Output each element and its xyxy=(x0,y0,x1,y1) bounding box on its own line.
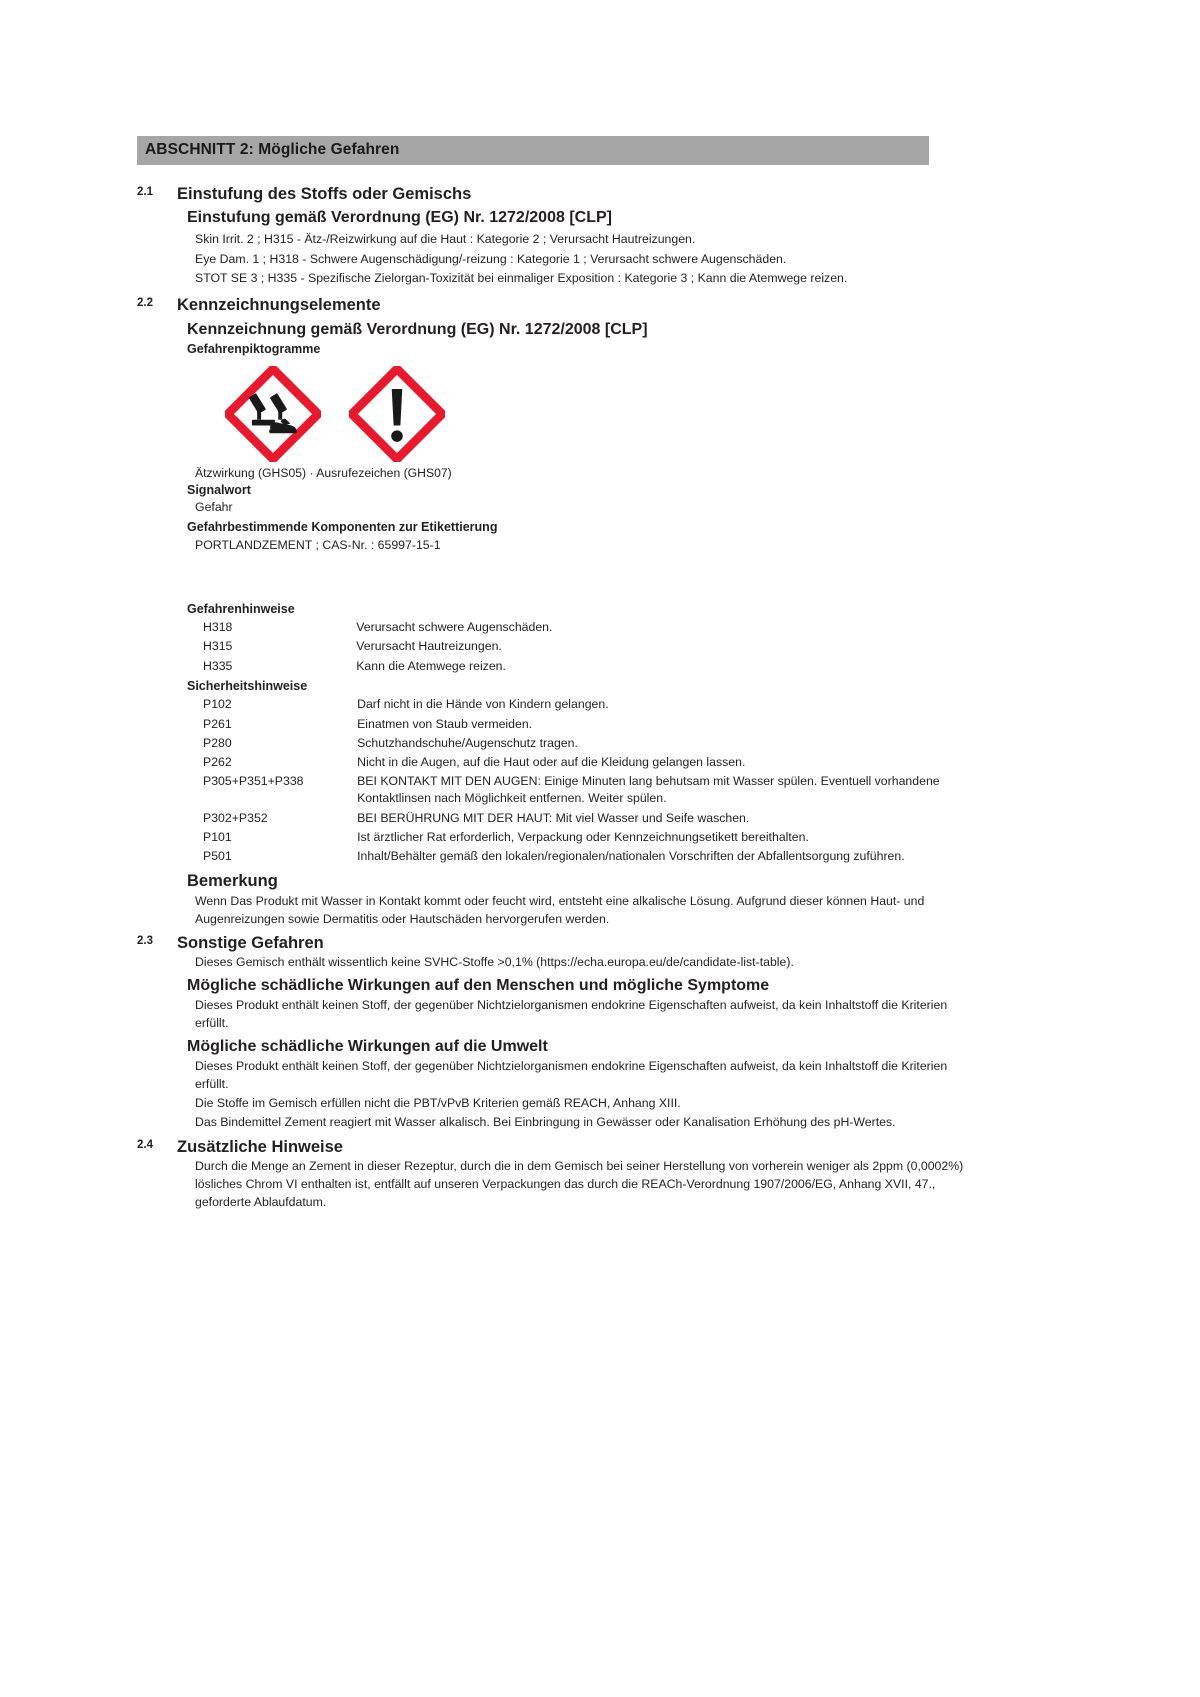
subsection-2-1 xyxy=(137,185,945,289)
additional-notes-text: Durch die Menge an Zement in dieser Rezeptur, durch die in dem Gemisch bei seiner Herstellung von vorherein weniger als 2ppm (0,0002%) lösliches Chrom VI enthalten ist, entfällt auf unseren Verpackungen das durch die REACh-Verordnung 1907/2006/EG, Anhang XVII, 47., geforderte Ablaufdatum. xyxy=(195,1159,964,1209)
hazard-statements-table xyxy=(203,618,973,676)
table-row xyxy=(203,847,973,866)
classification-line: STOT SE 3 ; H335 - Spezifische Zielorgan-Toxizität bei einmaliger Exposition : Kategorie 3 ; Kann die Atemwege reizen. xyxy=(195,271,848,286)
signal-word-label: Signalwort xyxy=(187,482,251,497)
precaution-text: Nicht in die Augen, auf die Haut oder auf die Kleidung gelangen lassen. xyxy=(357,755,746,770)
table-row xyxy=(203,828,973,847)
classification-regulation-heading: Einstufung gemäß Verordnung (EG) Nr. 1272/2008 [CLP] xyxy=(187,209,612,227)
table-row xyxy=(203,734,973,753)
remark-heading: Bemerkung xyxy=(187,872,278,891)
table-row xyxy=(203,772,973,808)
hazard-statements-label: Gefahrenhinweise xyxy=(187,601,295,616)
precaution-code: P280 xyxy=(203,735,232,750)
subsection-2-3 xyxy=(137,933,948,1132)
precaution-code: P302+P352 xyxy=(203,810,268,825)
ghs05-corrosion-icon xyxy=(225,366,321,462)
precaution-text: Schutzhandschuhe/Augenschutz tragen. xyxy=(357,735,578,750)
ghs07-exclamation-icon xyxy=(349,366,445,462)
pictogram-row xyxy=(225,366,945,462)
table-row xyxy=(203,637,973,656)
hazard-text: Verursacht Hautreizungen. xyxy=(356,639,502,654)
classification-line: Eye Dam. 1 ; H318 - Schwere Augenschädigung/-reizung : Kategorie 1 ; Verursacht schwere Augenschäden. xyxy=(195,251,787,266)
precautionary-statements-label: Sicherheitshinweise xyxy=(187,678,308,693)
labelling-regulation-heading: Kennzeichnung gemäß Verordnung (EG) Nr. 1272/2008 [CLP] xyxy=(187,320,648,338)
cement-alkaline-text: Das Bindemittel Zement reagiert mit Wasser alkalisch. Bei Einbringung in Gewässer oder Kanalisation Erhöhung des pH-Wertes. xyxy=(195,1114,896,1129)
subsection-2-2-number: 2.2 xyxy=(137,297,153,310)
precaution-text: Darf nicht in die Hände von Kindern gelangen. xyxy=(357,697,609,712)
precaution-code: P501 xyxy=(203,849,232,864)
hazardous-components-value: PORTLANDZEMENT ; CAS-Nr. : 65997-15-1 xyxy=(195,537,441,552)
spacer xyxy=(177,555,945,599)
subsection-2-4 xyxy=(137,1137,964,1212)
human-effects-heading: Mögliche schädliche Wirkungen auf den Menschen und mögliche Symptome xyxy=(187,977,770,995)
human-effects-text: Dieses Produkt enthält keinen Stoff, der gegenüber Nichtzielorganismen endokrine Eigenschaften aufweist, da kein Inhaltstoff die Kriterien erfüllt. xyxy=(195,998,948,1031)
precaution-code: P261 xyxy=(203,716,232,731)
pictogram-caption: Ätzwirkung (GHS05) · Ausrufezeichen (GHS07) xyxy=(195,465,452,480)
subsection-2-4-title: Zusätzliche Hinweise xyxy=(177,1137,343,1156)
signal-word-value: Gefahr xyxy=(195,500,233,515)
svhc-text: Dieses Gemisch enthält wissentlich keine SVHC-Stoffe >0,1% (https://echa.europa.eu/de/candidate-list-table). xyxy=(195,955,794,970)
table-row xyxy=(203,618,973,637)
precaution-code: P101 xyxy=(203,829,232,844)
precaution-text: Ist ärztlicher Rat erforderlich, Verpackung oder Kennzeichnungsetikett bereithalten. xyxy=(357,829,809,844)
precaution-text: BEI KONTAKT MIT DEN AUGEN: Einige Minuten lang behutsam mit Wasser spülen. Eventuell vorhandene Kontaktlinsen nach Möglichkeit entfernen. Weiter spülen. xyxy=(357,774,940,806)
table-row xyxy=(203,809,973,828)
environment-effects-heading: Mögliche schädliche Wirkungen auf die Umwelt xyxy=(187,1038,548,1056)
subsection-2-4-number: 2.4 xyxy=(137,1138,153,1151)
hazard-code: H335 xyxy=(203,658,233,673)
subsection-2-2 xyxy=(137,296,945,929)
remark-text: Wenn Das Produkt mit Wasser in Kontakt kommt oder feucht wird, entsteht eine alkalische Lösung. Aufgrund dieser können Haut- und Augenreizungen sowie Dermatitis oder Hautschäden hervorgerufen werden. xyxy=(195,894,925,927)
pictograms-label: Gefahrenpiktogramme xyxy=(187,342,321,357)
environment-effects-text: Dieses Produkt enthält keinen Stoff, der gegenüber Nichtzielorganismen endokrine Eigenschaften aufweist, da kein Inhaltstoff die Kriterien erfüllt. xyxy=(195,1059,948,1092)
hazard-text: Kann die Atemwege reizen. xyxy=(356,658,506,673)
table-row xyxy=(203,753,973,772)
table-row xyxy=(203,695,973,714)
classification-line: Skin Irrit. 2 ; H315 - Ätz-/Reizwirkung auf die Haut : Kategorie 2 ; Verursacht Hautreizungen. xyxy=(195,231,696,246)
precaution-text: Inhalt/Behälter gemäß den lokalen/regionalen/nationalen Vorschriften der Abfallentsorgung zuführen. xyxy=(357,849,905,864)
precautionary-statements-table xyxy=(203,695,973,866)
section-header-bar: ABSCHNITT 2: Mögliche Gefahren xyxy=(137,136,929,165)
precaution-code: P262 xyxy=(203,755,232,770)
hazard-code: H315 xyxy=(203,639,233,654)
pbt-vpvb-text: Die Stoffe im Gemisch erfüllen nicht die PBT/vPvB Kriterien gemäß REACH, Anhang XIII. xyxy=(195,1095,681,1110)
precaution-text: BEI BERÜHRUNG MIT DER HAUT: Mit viel Wasser und Seife waschen. xyxy=(357,810,750,825)
precaution-text: Einatmen von Staub vermeiden. xyxy=(357,716,533,731)
hazard-code: H318 xyxy=(203,620,233,635)
subsection-2-1-number: 2.1 xyxy=(137,186,153,198)
subsection-2-1-title: Einstufung des Stoffs oder Gemischs xyxy=(177,185,472,203)
table-row xyxy=(203,657,973,676)
subsection-2-2-title: Kennzeichnungselemente xyxy=(177,296,381,315)
page-content xyxy=(137,136,964,1213)
hazard-text: Verursacht schwere Augenschäden. xyxy=(356,620,553,635)
precaution-code: P102 xyxy=(203,697,232,712)
hazardous-components-label: Gefahrbestimmende Komponenten zur Etikettierung xyxy=(187,520,498,535)
subsection-2-3-number: 2.3 xyxy=(137,934,153,947)
table-row xyxy=(203,715,973,734)
precaution-code: P305+P351+P338 xyxy=(203,774,304,789)
subsection-2-3-title: Sonstige Gefahren xyxy=(177,933,324,952)
